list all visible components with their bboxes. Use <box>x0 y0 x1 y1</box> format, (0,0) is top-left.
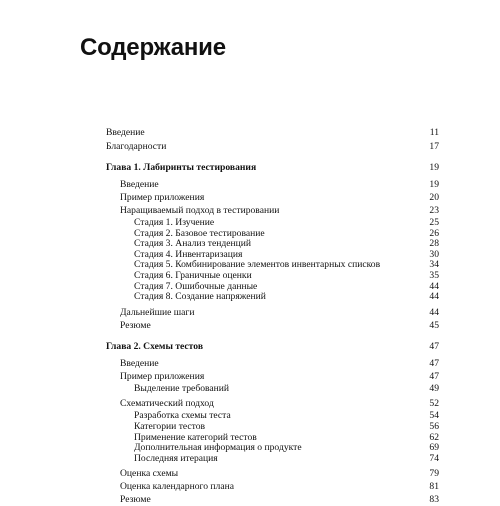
toc-entry[interactable] <box>106 271 439 282</box>
toc-entry-title: Стадия 4. Инвентаризация <box>134 248 243 260</box>
toc-entry-page: 45 <box>429 319 439 331</box>
toc-entry-page: 19 <box>429 162 439 173</box>
toc-entry-title: Разработка схемы теста <box>134 410 231 422</box>
toc-entry-page: 23 <box>429 205 439 216</box>
toc-entry-page: 83 <box>429 494 439 506</box>
toc-entry-title: Дополнительная информация о продукте <box>134 442 302 454</box>
toc-entry-page: 62 <box>429 431 439 443</box>
toc-entry-title: Стадия 1. Изучение <box>134 217 215 228</box>
toc-entry-title: Благодарности <box>106 141 167 152</box>
toc-entry[interactable] <box>106 454 439 465</box>
toc-entry-page: 25 <box>429 217 439 228</box>
toc-entry-title: Дальнейшие шаги <box>120 306 195 318</box>
toc-entry-title: Введение <box>106 127 145 138</box>
toc-entry-title: Пример приложения <box>120 192 205 203</box>
toc-entry-page: 26 <box>429 227 439 239</box>
toc-entry-title: Стадия 8. Создание напряжений <box>134 291 266 303</box>
toc-entry-page: 47 <box>429 370 439 382</box>
toc-entry-page: 47 <box>429 340 439 352</box>
toc-entry-page: 74 <box>429 452 439 464</box>
toc-entry[interactable] <box>106 306 439 319</box>
toc-entry[interactable] <box>106 292 439 303</box>
toc-entry-title: Применение категорий тестов <box>134 431 257 443</box>
toc-entry[interactable] <box>106 384 439 395</box>
toc-entry[interactable] <box>106 204 439 217</box>
toc-entry[interactable] <box>106 218 439 229</box>
toc-entry-title: Последняя итерация <box>134 452 218 464</box>
toc-entry-title: Введение <box>120 179 159 190</box>
toc-entry-page: 47 <box>429 357 439 369</box>
toc-entry-title: Схематический подход <box>120 398 214 410</box>
toc-entry-page: 20 <box>429 192 439 203</box>
toc-entry-page: 34 <box>429 259 439 271</box>
toc-entry-page: 54 <box>429 410 439 422</box>
toc-entry-page: 17 <box>429 141 439 152</box>
table-of-contents <box>106 126 439 506</box>
toc-entry-page: 52 <box>429 398 439 410</box>
toc-entry[interactable] <box>106 140 439 153</box>
toc-entry-title: Глава 1. Лабиринты тестирования <box>106 162 257 173</box>
toc-entry-page: 44 <box>429 306 439 318</box>
toc-entry-title: Стадия 7. Ошибочные данные <box>134 280 258 292</box>
toc-entry-page: 11 <box>429 127 439 138</box>
toc-entry-page: 44 <box>429 291 439 303</box>
toc-entry-page: 79 <box>429 468 439 480</box>
toc-entry-title: Наращиваемый подход в тестировании <box>120 205 280 216</box>
toc-entry-title: Категории тестов <box>134 420 206 432</box>
toc-entry-title: Стадия 2. Базовое тестирование <box>134 227 265 239</box>
toc-entry-page: 49 <box>429 382 439 394</box>
toc-entry-title: Введение <box>120 357 159 369</box>
toc-entry[interactable] <box>106 126 439 139</box>
toc-entry-page: 56 <box>429 420 439 432</box>
toc-entry[interactable] <box>106 480 439 493</box>
toc-entry-page: 44 <box>429 280 439 292</box>
toc-entry-title: Выделение требований <box>134 382 230 394</box>
toc-entry-title: Резюме <box>120 494 151 506</box>
toc-entry-page: 30 <box>429 248 439 260</box>
toc-entry[interactable] <box>106 422 439 433</box>
toc-entry-title: Оценка календарного плана <box>120 481 234 493</box>
toc-entry-page: 69 <box>429 442 439 454</box>
toc-entry-title: Стадия 5. Комбинирование элементов инвентарных списков <box>134 259 381 271</box>
toc-entry-title: Стадия 6. Граничные оценки <box>134 269 252 281</box>
toc-entry[interactable] <box>106 319 439 332</box>
page-title: Содержание <box>80 34 226 61</box>
toc-entry[interactable] <box>106 357 439 370</box>
toc-entry-title: Стадия 3. Анализ тенденций <box>134 238 252 250</box>
toc-entry-title: Резюме <box>120 319 151 331</box>
toc-entry-page: 28 <box>429 238 439 250</box>
toc-entry-page: 35 <box>429 269 439 281</box>
toc-chapter-entry[interactable] <box>106 161 439 175</box>
toc-entry[interactable] <box>106 178 439 191</box>
toc-entry[interactable] <box>106 397 439 410</box>
toc-entry-title: Оценка схемы <box>120 468 179 480</box>
toc-entry[interactable] <box>106 467 439 480</box>
toc-entry[interactable] <box>106 370 439 383</box>
toc-chapter-entry[interactable] <box>106 340 439 354</box>
toc-entry-title: Глава 2. Схемы тестов <box>106 340 204 352</box>
toc-entry-title: Пример приложения <box>120 370 205 382</box>
toc-entry[interactable] <box>106 191 439 204</box>
toc-entry-page: 19 <box>429 179 439 190</box>
toc-entry-page: 81 <box>429 481 439 493</box>
